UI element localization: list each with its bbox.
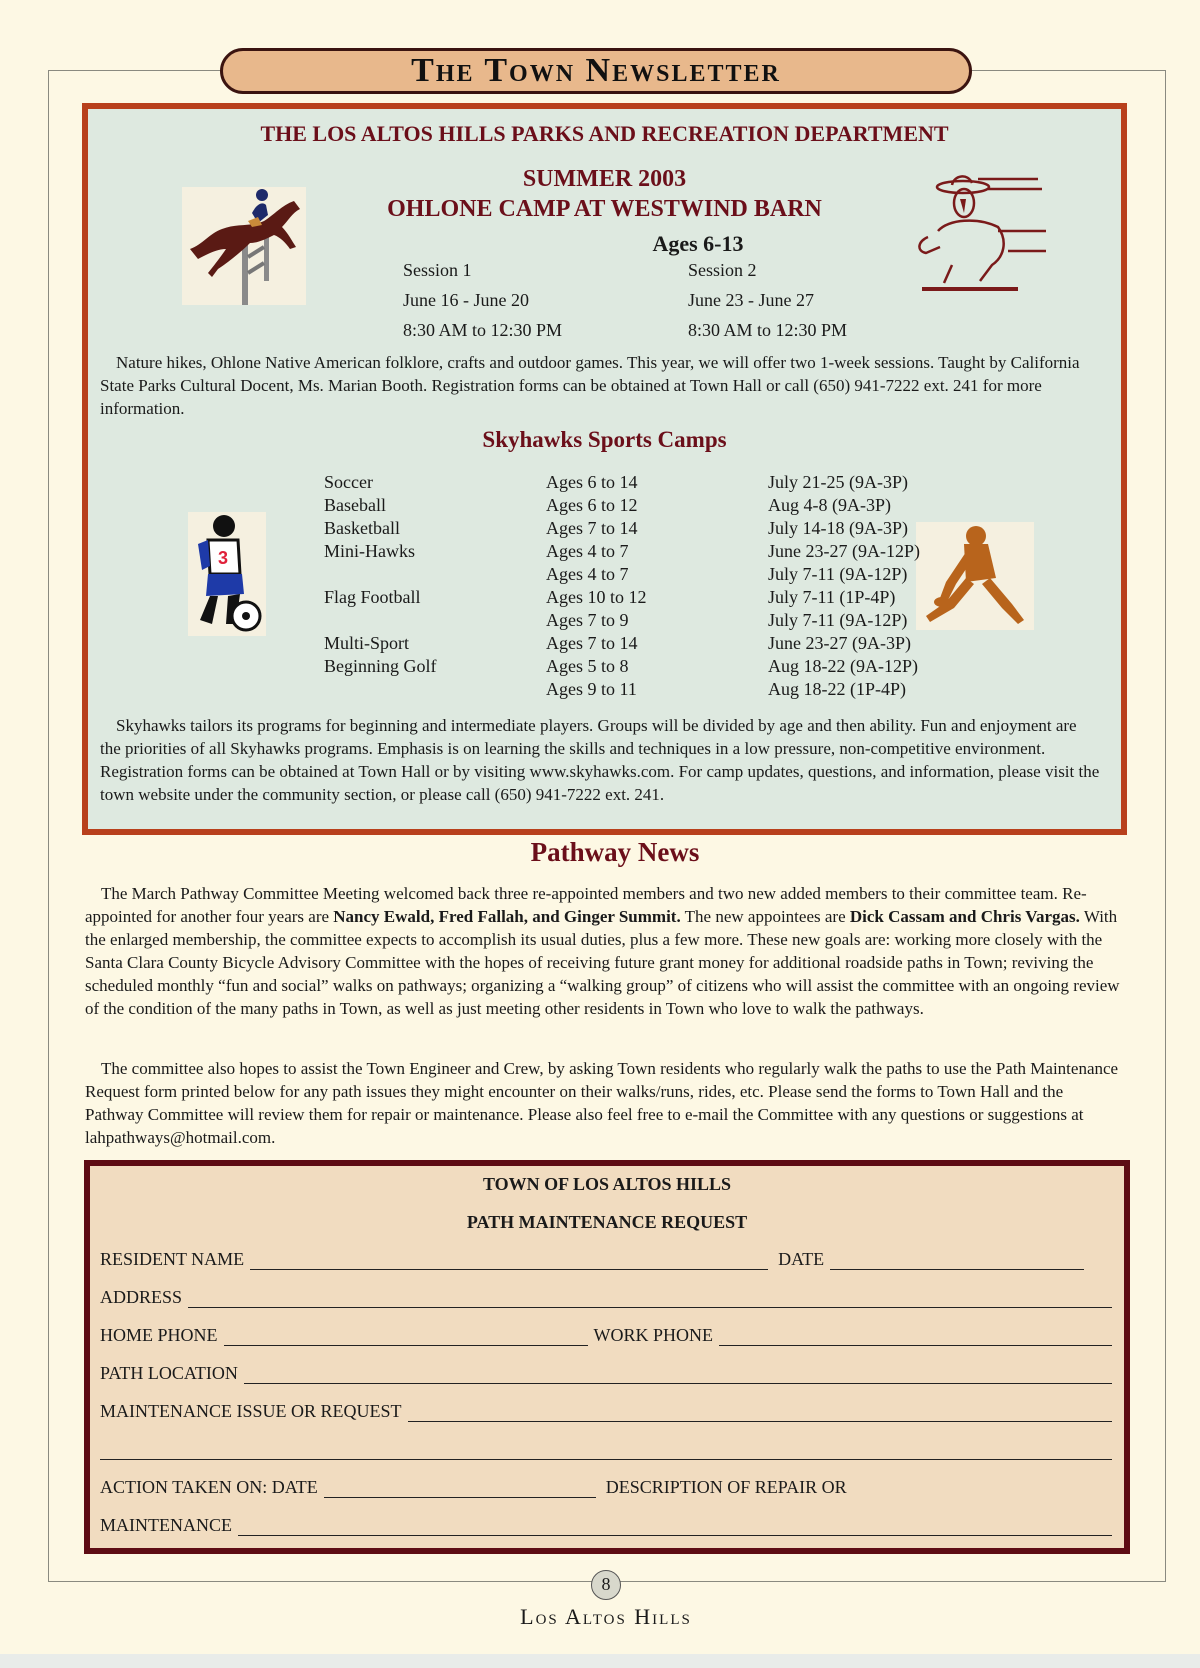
schedule-row: [324, 517, 920, 540]
date-label: DATE: [778, 1249, 825, 1269]
home-phone-field[interactable]: [224, 1327, 588, 1346]
resident-name-field[interactable]: [250, 1251, 768, 1270]
skyhawks-description: Skyhawks tailors its programs for beginning and intermediate players. Groups will be divided by age and then ability. Fun and enjoyment are the priorities of all Skyhawks programs. Emphasis is on learning the skills and techniques in a low pressure, non-competitive environment. Registration forms can be obtained at Town Hall or by visiting www.skyhawks.com. For camp updates, questions, and information, please visit the town website under the community section, or please call (650) 941-7222 ext. 241.: [100, 716, 1100, 804]
camp-dates: June 23-27 (9A-3P): [768, 633, 911, 653]
row-resident-date: [100, 1246, 1112, 1270]
camp-dates: July 14-18 (9A-3P): [768, 518, 908, 538]
home-phone-label: HOME PHONE: [100, 1325, 218, 1345]
sport-name: [324, 678, 546, 701]
sport-name: Beginning Golf: [324, 656, 437, 676]
sport-name: Basketball: [324, 518, 400, 538]
text-run: With the enlarged membership, the committee expects to accomplish its usual duties, plus a few more. These new goals are: working more closely with the Santa Clara County Bicycle Advisory Committee with the hopes of receiving future grant money for additional roadside paths in Town; reviving the scheduled monthly “fun and social” walks on pathways; organizing a “walking group” of citizens who will assist the committee with an ongoing review of the condition of the many paths in Town, as well as just meeting other residents in Town who love to walk the pathways.: [85, 907, 1120, 1018]
age-range: Ages 10 to 12: [546, 587, 647, 607]
footer-town-name: Los Altos Hills: [520, 1604, 692, 1629]
maintenance-label: MAINTENANCE: [100, 1515, 232, 1535]
reappointed-members: Nancy Ewald, Fred Fallah, and Ginger Summit.: [333, 907, 681, 926]
age-range: Ages 6 to 14: [546, 472, 638, 492]
camp-dates: Aug 4-8 (9A-3P): [768, 495, 891, 515]
maintenance-issue-label: MAINTENANCE ISSUE OR REQUEST: [100, 1401, 402, 1421]
pathway-news-title: Pathway News: [530, 837, 700, 867]
form-heading-town: TOWN OF LOS ALTOS HILLS: [482, 1174, 732, 1194]
session-dates: June 16 - June 20: [403, 290, 529, 310]
age-range: Ages 4 to 7: [546, 564, 629, 584]
pathway-paragraph-2: The committee also hopes to assist the Town Engineer and Crew, by asking Town residents who regularly walk the paths to use the Path Maintenance Request form printed below for any path issues they might encounter on their walks/runs, rides, etc. Please send the forms to Town Hall and the Pathway Committee will review them for repair or maintenance. Please also feel free to e-mail the Committee with any questions or suggestions at lahpathways@hotmail.com.: [85, 1059, 1119, 1147]
soccer-player-icon: [188, 512, 266, 636]
cowboy-rider-icon: [908, 171, 1048, 301]
repair-description-label: DESCRIPTION OF REPAIR OR: [605, 1477, 847, 1497]
form-heading-title: PATH MAINTENANCE REQUEST: [466, 1212, 748, 1232]
schedule-row: [324, 655, 920, 678]
row-maintenance: [100, 1512, 1112, 1536]
session-label: Session 2: [688, 260, 757, 280]
camp-dates: July 7-11 (1P-4P): [768, 587, 896, 607]
sport-name: [324, 563, 546, 586]
row-path-location: [100, 1360, 1112, 1384]
baseball-fielder-icon: [916, 522, 1034, 630]
scan-edge: [0, 1654, 1200, 1668]
address-label: ADDRESS: [100, 1287, 183, 1307]
address-field[interactable]: [188, 1289, 1112, 1308]
resident-name-label: RESIDENT NAME: [100, 1249, 245, 1269]
sport-name: Soccer: [324, 472, 373, 492]
newsletter-title: The Town Newsletter: [411, 52, 781, 89]
sport-name: Flag Football: [324, 587, 421, 607]
schedule-row: [324, 563, 920, 586]
date-field[interactable]: [830, 1251, 1084, 1270]
sport-name: [324, 609, 546, 632]
camp-dates: July 7-11 (9A-12P): [768, 610, 908, 630]
camp-dates: June 23-27 (9A-12P): [768, 541, 920, 561]
session-dates: June 23 - June 27: [688, 290, 814, 310]
new-appointees: Dick Cassam and Chris Vargas.: [849, 907, 1080, 926]
age-range: Ages 4 to 7: [546, 541, 629, 561]
pathway-paragraph-1: [85, 882, 1125, 1020]
path-location-field[interactable]: [244, 1365, 1112, 1384]
text-run: The March Pathway Committee Meeting welcomed back three re-appointed members and two new added members to their committee team. Re-appointed for another four years are: [85, 884, 1087, 926]
camp-dates: July 21-25 (9A-3P): [768, 472, 908, 492]
path-location-label: PATH LOCATION: [100, 1363, 238, 1383]
camp-dates: Aug 18-22 (1P-4P): [768, 679, 906, 699]
ohlone-description: Nature hikes, Ohlone Native American folklore, crafts and outdoor games. This year, we will offer two 1-week sessions. Taught by California State Parks Cultural Docent, Ms. Marian Booth. Registration forms can be obtained at Town Hall or call (650) 941-7222 ext. 241 for more information.: [100, 353, 1080, 418]
age-range: Ages 7 to 9: [546, 610, 629, 630]
age-range: Ages 5 to 8: [546, 656, 629, 676]
horse-jumping-icon: [182, 187, 306, 305]
row-address: [100, 1284, 1112, 1308]
session-time: 8:30 AM to 12:30 PM: [688, 320, 848, 340]
masthead-banner: [220, 48, 972, 94]
text-run: The new appointees are: [680, 907, 850, 926]
schedule-row: [324, 586, 920, 609]
row-issue-continued: [100, 1436, 1112, 1460]
schedule-row: [324, 609, 920, 632]
svg-text:3: 3: [218, 548, 229, 568]
row-action: [100, 1474, 1112, 1498]
session-1: [403, 255, 562, 345]
schedule-row: [324, 494, 920, 517]
work-phone-label: WORK PHONE: [593, 1325, 714, 1345]
schedule-row: [324, 678, 920, 701]
sport-name: Multi-Sport: [324, 633, 410, 653]
department-title: THE LOS ALTOS HILLS PARKS AND RECREATION DEPARTMENT: [260, 121, 949, 146]
action-date-field[interactable]: [324, 1479, 596, 1498]
row-phones: [100, 1322, 1112, 1346]
age-range: Ages 7 to 14: [546, 633, 638, 653]
maintenance-issue-field-line-2[interactable]: [100, 1441, 1112, 1460]
schedule-row: [324, 471, 920, 494]
camp-dates: July 7-11 (9A-12P): [768, 564, 908, 584]
session-2: [688, 255, 847, 345]
skyhawks-title: Skyhawks Sports Camps: [482, 427, 727, 452]
age-range: Ages 6 to 12: [546, 495, 638, 515]
schedule-row: [324, 632, 920, 655]
page-number-badge: 8: [591, 1570, 621, 1600]
session-label: Session 1: [403, 260, 472, 280]
age-range: Ages 7 to 14: [546, 518, 638, 538]
session-time: 8:30 AM to 12:30 PM: [403, 320, 563, 340]
schedule-row: [324, 540, 920, 563]
ages-title: Ages 6-13: [652, 231, 744, 256]
repair-description-field[interactable]: [238, 1517, 1112, 1536]
maintenance-issue-field[interactable]: [408, 1403, 1113, 1422]
row-issue: [100, 1398, 1112, 1422]
action-date-label: ACTION TAKEN ON: DATE: [100, 1477, 318, 1497]
path-maintenance-form: [84, 1160, 1130, 1554]
season-title: SUMMER 2003: [522, 166, 687, 192]
camp-dates: Aug 18-22 (9A-12P): [768, 656, 918, 676]
parks-recreation-box: [82, 103, 1127, 835]
work-phone-field[interactable]: [719, 1327, 1112, 1346]
camp-name: OHLONE CAMP AT WESTWIND BARN: [387, 196, 822, 222]
age-range: Ages 9 to 11: [546, 679, 637, 699]
sport-name: Mini-Hawks: [324, 541, 415, 561]
skyhawks-schedule-table: [324, 471, 920, 701]
sport-name: Baseball: [324, 495, 386, 515]
